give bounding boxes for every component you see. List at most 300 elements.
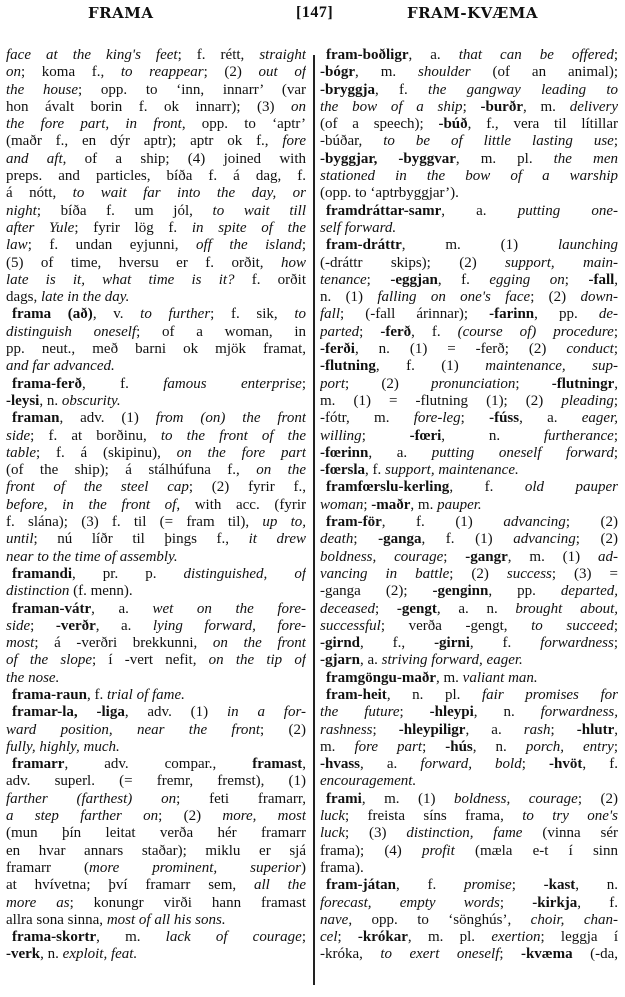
text-line <box>320 531 618 548</box>
text: , a. <box>95 617 153 634</box>
text-line <box>6 652 306 669</box>
text-line <box>6 912 306 929</box>
text-line <box>6 64 306 81</box>
text-line <box>6 272 306 289</box>
text: , f., <box>360 635 435 652</box>
headword: -verk <box>6 946 41 963</box>
text-line <box>6 583 306 600</box>
text-line <box>6 203 306 220</box>
text-line <box>320 739 618 756</box>
text: ; f. á (skipinu), <box>36 444 177 461</box>
text: ; (3) = <box>551 565 618 582</box>
gloss: brought about, <box>515 600 618 617</box>
gloss: on the front <box>212 635 306 652</box>
text: á nótt, <box>6 185 73 202</box>
headword: -gjarn <box>320 652 360 669</box>
gloss: wet on the fore- <box>152 600 306 617</box>
running-head-left: FRAMA <box>88 4 154 22</box>
text: , with acc. (fyrir <box>176 496 306 513</box>
text: ; opp. to ‘inn, innarr’ (var <box>78 81 306 98</box>
gloss: exertion <box>491 929 541 946</box>
text: , <box>614 271 618 288</box>
gloss: valiant man. <box>462 669 538 686</box>
gloss: most of all his sons. <box>106 911 226 928</box>
text: ; <box>372 721 399 738</box>
text-line <box>320 497 618 514</box>
headword: -hvöt <box>549 756 583 773</box>
headword: -burðr <box>480 98 523 115</box>
gloss: near to the time of assembly. <box>6 548 178 565</box>
text-line <box>6 514 306 531</box>
text-line <box>320 445 618 462</box>
text-line <box>320 462 618 479</box>
gloss: ad- <box>598 548 618 565</box>
text: , n. <box>40 946 63 963</box>
text-line <box>320 618 618 635</box>
text-line <box>6 289 306 306</box>
gloss: the men <box>553 150 618 167</box>
text-line <box>320 341 618 358</box>
text: ; <box>301 375 306 392</box>
entry-headline <box>320 877 618 894</box>
text: ; <box>363 496 372 513</box>
gloss: eager, <box>581 410 618 427</box>
text: ; (2) <box>449 565 507 582</box>
gloss: exploit, feat. <box>62 946 138 963</box>
gloss: to exert oneself <box>380 946 500 963</box>
gloss: advancing <box>503 514 566 531</box>
headword: -fœri <box>409 427 442 444</box>
gloss: departed, <box>560 583 618 600</box>
gloss: off the island <box>195 237 302 254</box>
text: ; <box>443 548 466 565</box>
text-line <box>6 116 306 133</box>
headword: frama-skortr <box>12 929 97 946</box>
entry-headline <box>6 376 306 393</box>
text-line <box>6 341 306 358</box>
text-line <box>320 825 618 842</box>
text: en hvar annars staðar); miklu er sjá <box>6 842 306 859</box>
gloss: self forward. <box>320 219 397 236</box>
text: pp. neut., með barni ok mjök framat, <box>6 341 306 358</box>
headword: framgöngu-maðr <box>326 669 436 686</box>
text-line <box>320 410 618 427</box>
text: ; (2) <box>260 721 306 738</box>
headword: -flutningr <box>551 375 615 392</box>
headword: -gengt <box>396 600 437 617</box>
gloss: luck <box>320 808 345 825</box>
gloss: it drew <box>248 531 306 548</box>
text: n. (1) <box>320 289 378 306</box>
text: f. slána); (3) f. til (= fram til), <box>6 514 263 531</box>
gloss: deceased <box>320 600 375 617</box>
headword: -hús <box>445 738 473 755</box>
headword: fram-dráttr <box>326 237 402 254</box>
gloss: in spite of the <box>191 219 306 236</box>
text: (of an animal); <box>470 64 618 81</box>
gloss: distinguish oneself <box>6 323 137 340</box>
text: , opp. to ‘aptr’ <box>181 116 306 133</box>
text: , f. <box>469 635 541 652</box>
text: , f. <box>365 462 385 479</box>
gloss: more as <box>6 894 70 911</box>
headword: framar-la, -liga <box>12 704 125 721</box>
gloss: and aft <box>6 150 63 167</box>
text: ; <box>613 635 618 652</box>
text: , a. <box>519 410 582 427</box>
gloss: promise <box>463 877 512 894</box>
text-line <box>320 255 618 272</box>
gloss: putting oneself forward <box>431 444 614 461</box>
text: framarr ( <box>6 859 89 876</box>
gloss: night <box>6 202 37 219</box>
text-line <box>6 722 306 739</box>
text-line <box>320 185 618 202</box>
text-line <box>6 860 306 877</box>
text: ; f. sik, <box>210 306 295 323</box>
text: -búðar, <box>320 133 384 150</box>
gloss: cel <box>320 929 338 946</box>
gloss: success <box>506 565 552 582</box>
text: , f. <box>375 81 429 98</box>
text-line <box>320 704 618 721</box>
text-line <box>6 635 306 652</box>
text: preps. and particles, bíða f. á dag, f. <box>6 168 306 185</box>
text: ; (2) <box>575 531 618 548</box>
text-line <box>6 462 306 479</box>
text: , n. <box>441 427 544 444</box>
text-line <box>320 635 618 652</box>
gloss: pronunciation <box>430 375 516 392</box>
entry-headline <box>6 929 306 946</box>
gloss: successful <box>320 617 381 634</box>
text: , a. <box>91 600 153 617</box>
text-line <box>320 393 618 410</box>
text: (f. menn). <box>69 583 133 600</box>
text-line <box>320 99 618 116</box>
headword: fram-heit <box>326 686 387 703</box>
text: , f. <box>87 686 107 703</box>
headword: -hleypiligr <box>398 721 466 738</box>
entry-headline <box>320 479 618 496</box>
text-line <box>320 946 618 963</box>
gloss: boldness, courage <box>453 790 578 807</box>
gloss: on the fore part <box>176 444 306 461</box>
gloss: to <box>294 306 306 323</box>
text-line <box>6 445 306 462</box>
gloss: the bow of a ship <box>320 98 463 115</box>
text-line <box>320 168 618 185</box>
headword: -ferð <box>380 323 412 340</box>
gloss: support, main- <box>505 254 618 271</box>
headword: -gangr <box>465 548 508 565</box>
page-number: [147] <box>296 4 334 21</box>
entry-headline <box>6 704 306 721</box>
gloss: down- <box>580 289 618 306</box>
text-line <box>320 358 618 375</box>
entry-headline <box>320 237 618 254</box>
gloss: until <box>6 531 34 548</box>
gloss: fore-leg <box>413 410 461 427</box>
text: ; bíða f. um jól, <box>36 202 213 219</box>
text: , a. n. <box>436 600 516 617</box>
text: ; á -verðri brekkunni, <box>34 635 213 652</box>
text-line <box>320 929 618 946</box>
gloss: how <box>280 254 306 271</box>
gloss: to wait far into the day, or <box>72 185 306 202</box>
gloss: before, in the front of <box>6 496 177 513</box>
text: ; <box>499 946 521 963</box>
text-line <box>6 808 306 825</box>
text: (opp. to ‘aptrbyggjar’). <box>320 185 459 202</box>
gloss: maintenance, sup- <box>485 358 618 375</box>
text: , m. <box>410 496 438 513</box>
gloss: old pauper <box>524 479 618 496</box>
headword: -ferði <box>320 341 355 358</box>
text-line <box>6 946 306 963</box>
entry-headline <box>6 566 306 583</box>
entry-headline <box>320 203 618 220</box>
text: , f. (1) <box>381 514 504 531</box>
text: ; of a woman, in <box>136 323 306 340</box>
text: ; nú líðr til þings f., <box>33 531 249 548</box>
gloss: boldness, courage <box>320 548 444 565</box>
text: , pp. <box>534 306 599 323</box>
text: ; (2) <box>203 64 259 81</box>
gloss: luck <box>320 825 345 842</box>
gloss: that can be offered <box>458 47 614 63</box>
text-line <box>6 133 306 150</box>
gloss: parted <box>320 323 360 340</box>
text: , f. (1) <box>375 358 486 375</box>
gloss: face at the king's feet <box>6 47 178 63</box>
gloss: to be of little lasting use <box>383 133 614 150</box>
gloss: out of <box>258 64 306 81</box>
gloss: conduct <box>566 341 614 358</box>
headword: fram-för <box>326 514 382 531</box>
gloss: late is it, what time is it? <box>6 271 235 288</box>
gloss: in a for- <box>226 704 306 721</box>
gloss: (course of) procedure <box>457 323 614 340</box>
text: ; (3) <box>344 825 407 842</box>
text: ; f. undan eyjunni, <box>27 237 196 254</box>
text-line <box>320 116 618 133</box>
text: ; <box>366 271 391 288</box>
text-line <box>6 531 306 548</box>
text: ; <box>353 531 379 548</box>
gloss: more, most <box>222 808 306 825</box>
right-column <box>320 47 618 964</box>
gloss: on the tip of <box>208 652 306 669</box>
text-line <box>320 566 618 583</box>
gloss: de- <box>598 306 618 323</box>
text: (vinna sér <box>522 825 618 842</box>
entry-headline <box>320 670 618 687</box>
entry-headline <box>6 410 306 427</box>
gloss: furtherance <box>543 427 614 444</box>
entry-headline <box>6 601 306 618</box>
text: (of a speech); <box>320 116 439 133</box>
text-line <box>6 895 306 912</box>
text: ; <box>613 323 618 340</box>
text: ; verða -gengt, <box>380 617 532 634</box>
headword: -kast <box>543 877 576 894</box>
text: , f. (1) <box>421 531 514 548</box>
gloss: from (on) the front <box>155 410 306 427</box>
headword: -girnd <box>320 635 361 652</box>
text: , of a ship; (4) joined with <box>62 150 306 167</box>
text: ; (-fall árinnar); <box>340 306 490 323</box>
gloss: rashness <box>320 721 373 738</box>
gloss: more prominent, superior <box>88 859 301 876</box>
text: , a. <box>360 756 421 773</box>
gloss: fully, highly, much. <box>6 738 120 755</box>
text-line <box>6 428 306 445</box>
gloss: forward, bold <box>420 756 522 773</box>
text-line <box>320 376 618 393</box>
text: ; freista síns frama, <box>344 808 523 825</box>
text-line <box>320 306 618 323</box>
gloss: launching <box>558 237 618 254</box>
text: , pp. <box>488 583 561 600</box>
gloss: all the <box>253 877 306 894</box>
text: , <box>302 756 306 773</box>
text: ; <box>613 617 618 634</box>
gloss: on <box>291 98 306 115</box>
gloss: late in the day. <box>41 289 130 306</box>
gloss: willing <box>320 427 362 444</box>
text: ; leggja í <box>540 929 618 946</box>
gloss: death <box>320 531 354 548</box>
text-line <box>320 912 618 929</box>
text: ; <box>613 47 618 63</box>
text: ; (2) <box>565 514 618 531</box>
running-head-right: FRAM-KVÆMA <box>407 4 539 22</box>
text: ; <box>337 929 358 946</box>
text-line <box>320 64 618 81</box>
text: ; <box>374 600 397 617</box>
text: , m. pl. <box>407 929 492 946</box>
text: ; <box>301 929 306 946</box>
text: ; <box>422 738 446 755</box>
text: ; feti framarr, <box>176 790 306 807</box>
gloss: distinction, fame <box>406 825 523 842</box>
gloss: the future <box>320 704 400 721</box>
gloss: forwardness, <box>540 704 618 721</box>
gloss: the house <box>6 81 79 98</box>
gloss: famous enterprise <box>163 375 302 392</box>
gloss: to reappear <box>120 64 204 81</box>
gloss: the fore part, in front <box>6 116 182 133</box>
text-line <box>6 255 306 272</box>
text: , adv. (1) <box>59 410 156 427</box>
text: , m. (1) <box>401 237 558 254</box>
text: ; <box>521 756 550 773</box>
text-line <box>320 289 618 306</box>
gloss: up to, <box>262 514 306 531</box>
text-line <box>6 877 306 894</box>
headword: -hlutr <box>576 721 615 738</box>
gloss: side <box>6 427 31 444</box>
headword: frami <box>326 790 362 807</box>
text: allra sona sinna, <box>6 911 107 928</box>
text: ; <box>564 271 589 288</box>
text: , pr. p. <box>72 565 184 582</box>
text: , m. pl. <box>455 150 554 167</box>
gloss: distinction <box>6 583 70 600</box>
text: ; (2) <box>158 808 223 825</box>
text: ; <box>613 133 618 150</box>
text: , m. (1) <box>507 548 599 565</box>
gloss: side <box>6 617 31 634</box>
text: , m. <box>355 64 419 81</box>
headword: -farinn <box>489 306 535 323</box>
gloss: egging on <box>489 271 565 288</box>
headword: -krókar <box>357 929 408 946</box>
gloss: table <box>6 444 36 461</box>
text: , f. <box>577 894 618 911</box>
text: , m. <box>96 929 166 946</box>
text: ; <box>613 738 618 755</box>
gloss: nave <box>320 911 349 928</box>
text-line <box>320 843 618 860</box>
text-line <box>320 773 618 790</box>
gloss: forwardness <box>540 635 614 652</box>
gloss: encouragement. <box>320 773 417 790</box>
text: ; f. rétt, <box>177 47 260 63</box>
headword: -eggjan <box>390 271 438 288</box>
gloss: to wait till <box>212 202 306 219</box>
text: , f. <box>81 375 164 392</box>
text-line <box>6 151 306 168</box>
gloss: trial of fame. <box>107 686 185 703</box>
gloss: tenance <box>320 271 367 288</box>
text: ; <box>359 323 381 340</box>
text-line <box>320 722 618 739</box>
gloss: fall <box>320 306 341 323</box>
gloss: shoulder <box>418 64 471 81</box>
headword: -fall <box>588 271 615 288</box>
headword: framdráttar-samr <box>326 202 442 219</box>
text: , n. <box>575 877 618 894</box>
gloss: porch, entry <box>525 738 614 755</box>
entry-headline <box>320 687 618 704</box>
text-line <box>320 272 618 289</box>
text: f. orðit <box>234 271 306 288</box>
text-line <box>6 47 306 64</box>
gloss: port <box>320 375 346 392</box>
text: , n. <box>39 392 62 409</box>
text-line <box>6 618 306 635</box>
text: at hvívetna; því framarr sem, <box>6 877 254 894</box>
text: (-da, <box>572 946 618 963</box>
text: ; <box>399 704 430 721</box>
gloss: front of the steel cap <box>6 479 189 496</box>
gloss: straight <box>259 47 306 63</box>
text-line <box>320 895 618 912</box>
headword: framast <box>252 756 303 773</box>
text-line <box>320 652 618 669</box>
gloss: law <box>6 237 28 254</box>
text: ; <box>511 877 544 894</box>
headword: -fœrinn <box>320 444 369 461</box>
gloss: on <box>6 64 21 81</box>
gloss: of the slope <box>6 652 93 669</box>
text: adv. superl. (= fremr, fremst), (1) <box>6 773 306 790</box>
gloss: rash <box>523 721 551 738</box>
text-line <box>320 133 618 150</box>
gloss: to try one's <box>522 808 618 825</box>
